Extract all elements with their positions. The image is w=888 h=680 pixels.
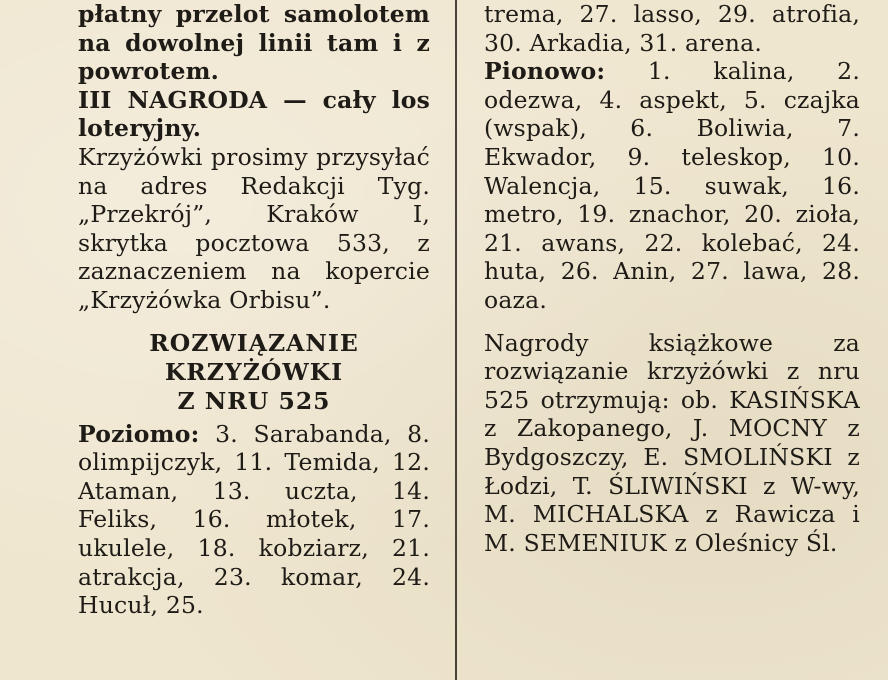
vertical-text: 1. kalina, 2. odezwa, 4. aspekt, 5. czajka (wspak), 6. Boliwia, 7. Ekwador, 9. teleskop, 10. Walencja, 15. suwak, 16. metro, 19. znachor, 20. zioła, 21. awans, 22. kolebać, 24. huta, 26. Anin, 27. lawa, 28. oaza. (484, 57, 860, 314)
horizontal-continued-text: trema, 27. lasso, 29. atrofia, 30. Arkadia, 31. arena. (484, 0, 860, 57)
vertical-solutions (484, 57, 860, 314)
third-prize-paragraph (78, 86, 430, 143)
vertical-label: Pionowo: (484, 57, 606, 86)
solution-heading (78, 329, 430, 416)
winners-text: Nagrody książkowe za rozwiązanie krzyżówki z nru 525 otrzymują: ob. KASIŃSKA z Zakopanego, J. MOCNY z Bydgoszczy, E. SMOLIŃSKI z Łodzi, T. ŚLIWIŃSKI z W-wy, M. MICHALSKA z Rawicza i M. SEMENIUK z Oleśnicy Śl. (484, 328, 860, 557)
intro-text: płatny przelot samolotem na dowolnej linii tam i z powrotem. (78, 0, 430, 86)
heading-line-1: ROZWIĄZANIE (149, 328, 359, 357)
column-divider (455, 0, 457, 680)
paragraph-gap (484, 315, 860, 329)
instructions-text: Krzyżówki prosimy przysyłać na adres Redakcji Tyg. „Przekrój”, Kraków I, skrytka pocztowa 533, z zaznaczeniem na kopercie „Krzyżówka Orbisu”. (78, 142, 430, 314)
horizontal-solutions (78, 420, 430, 620)
left-column (78, 0, 430, 680)
third-prize-text: — cały los loteryjny. (78, 85, 430, 143)
horizontal-text: 3. Sarabanda, 8. olimpijczyk, 11. Temida, 12. Ataman, 13. uczta, 14. Feliks, 16. młotek, 17. ukulele, 18. kobziarz, 21. atrakcja, 23. komar, 24. Hucuł, 25. (78, 419, 430, 620)
horizontal-label: Poziomo: (78, 419, 200, 448)
heading-line-2: KRZYŻÓWKI (164, 357, 344, 386)
horizontal-solutions-continued (484, 0, 860, 57)
winners-paragraph (484, 329, 860, 558)
intro-paragraph (78, 0, 430, 86)
third-prize-label: III NAGRODA (78, 85, 268, 114)
instructions-paragraph (78, 143, 430, 315)
heading-line-3: Z NRU 525 (177, 386, 331, 415)
right-column (484, 0, 860, 680)
